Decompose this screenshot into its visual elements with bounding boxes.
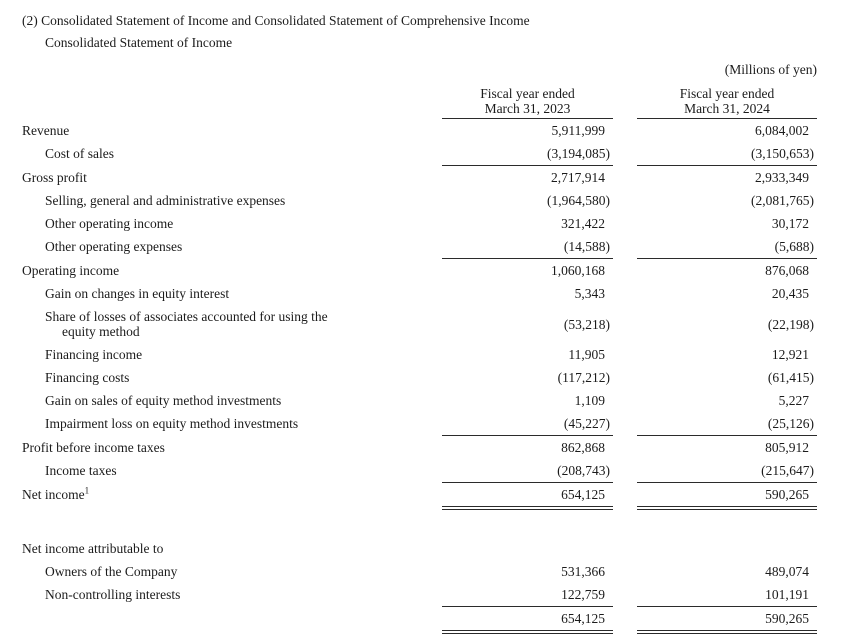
row-label: Cost of sales (45, 146, 114, 161)
income-table-rows (22, 119, 817, 634)
value-2023: 862,868 (561, 440, 605, 455)
table-row (22, 189, 817, 212)
value-2024: 489,074 (765, 564, 809, 579)
row-label: Financing income (45, 347, 143, 362)
value-2024 (637, 537, 817, 560)
value-2023: 2,717,914 (551, 170, 605, 185)
row-label: Operating income (22, 263, 120, 278)
value-2024: 101,191 (637, 583, 817, 607)
value-2023: 1,109 (574, 393, 605, 408)
value-2024: 2,933,349 (755, 170, 809, 185)
page-subtitle: Consolidated Statement of Income (45, 35, 233, 50)
table-row (22, 235, 817, 259)
column-gap (613, 259, 637, 282)
row-label: Revenue (22, 123, 70, 138)
value-2024: 590,265 (637, 607, 817, 634)
table-row (22, 282, 817, 305)
value-2024: (61,415) (767, 370, 814, 385)
table-row (22, 560, 817, 583)
column-gap (613, 483, 637, 510)
value-2023: (208,743) (442, 459, 613, 483)
value-2023: 654,125 (442, 607, 613, 634)
row-label: Financing costs (45, 370, 130, 385)
table-row (22, 166, 817, 189)
row-label: Gross profit (22, 170, 87, 185)
row-label: Owners of the Company (45, 564, 178, 579)
row-label: Income taxes (45, 463, 117, 478)
column-gap (613, 235, 637, 259)
value-2023: (3,194,085) (442, 142, 613, 166)
table-row (22, 343, 817, 366)
table-row (22, 459, 817, 483)
fy2024-header-line1: Fiscal year ended (679, 86, 775, 101)
column-header-fy2023 (442, 84, 613, 119)
column-gap (613, 189, 637, 212)
row-label: Other operating income (45, 216, 174, 231)
column-gap (613, 436, 637, 459)
value-2024: (3,150,653) (637, 142, 817, 166)
fy2023-header-line1: Fiscal year ended (480, 86, 575, 101)
column-gap (613, 607, 637, 634)
value-2023: 5,911,999 (551, 123, 605, 138)
fy2024-header-line2: March 31, 2024 (684, 101, 770, 116)
fy2023-header-line2: March 31, 2023 (484, 101, 571, 116)
units-note: (Millions of yen) (724, 62, 817, 77)
value-2023: 321,422 (561, 216, 605, 231)
value-2023: (14,588) (442, 235, 613, 259)
column-gap (613, 84, 637, 119)
column-gap (613, 583, 637, 607)
column-header-fy2024 (637, 84, 817, 119)
row-label (22, 607, 442, 634)
value-2024: (215,647) (637, 459, 817, 483)
column-gap (613, 389, 637, 412)
value-2024: (22,198) (767, 316, 814, 332)
header-label-spacer (22, 84, 442, 119)
value-2023: 654,125 (442, 483, 613, 510)
table-row (22, 212, 817, 235)
column-gap (613, 142, 637, 166)
value-2024: 5,227 (778, 393, 809, 408)
row-label: Selling, general and administrative expenses (45, 193, 286, 208)
value-2023 (442, 537, 613, 560)
column-gap (613, 166, 637, 189)
value-2023: 11,905 (568, 347, 605, 362)
footnote-marker: 1 (84, 485, 90, 496)
income-statement-table (22, 84, 817, 634)
table-row (22, 483, 817, 510)
value-2024: 876,068 (765, 263, 809, 278)
value-2024: 30,172 (771, 216, 809, 231)
column-gap (613, 212, 637, 235)
value-2024: (25,126) (637, 412, 817, 436)
row-label: Net income attributable to (22, 541, 164, 556)
column-gap (613, 343, 637, 366)
column-gap (613, 459, 637, 483)
spacer-row (22, 510, 817, 537)
row-label: Non-controlling interests (45, 587, 181, 602)
column-gap (613, 412, 637, 436)
value-2024: 6,084,002 (755, 123, 809, 138)
table-row (22, 119, 817, 142)
table-row (22, 305, 817, 343)
column-gap (613, 366, 637, 389)
value-2023: (117,212) (557, 370, 610, 385)
row-label: Share of losses of associates accounted for using the equity method (45, 309, 328, 339)
table-row (22, 412, 817, 436)
column-gap (613, 119, 637, 142)
table-row (22, 537, 817, 560)
value-2024: (5,688) (637, 235, 817, 259)
page-title: (2) Consolidated Statement of Income and Consolidated Statement of Comprehensive Income (22, 13, 530, 28)
value-2023: (1,964,580) (547, 193, 610, 208)
value-2023: 531,366 (561, 564, 605, 579)
table-header-row (22, 84, 817, 119)
row-label: Gain on changes in equity interest (45, 286, 230, 301)
value-2023: 122,759 (442, 583, 613, 607)
row-label: Other operating expenses (45, 239, 183, 254)
row-label: Gain on sales of equity method investments (45, 393, 282, 408)
value-2023: 1,060,168 (551, 263, 605, 278)
value-2024: 20,435 (771, 286, 809, 301)
row-label: Net income$^1$ (22, 485, 90, 502)
column-gap (613, 282, 637, 305)
table-row (22, 583, 817, 607)
table-row (22, 366, 817, 389)
value-2023: (45,227) (442, 412, 613, 436)
table-row (22, 436, 817, 459)
value-2024: (2,081,765) (751, 193, 814, 208)
column-gap (613, 305, 637, 343)
row-label: Impairment loss on equity method investments (45, 416, 299, 431)
value-2024: 805,912 (765, 440, 809, 455)
table-row (22, 607, 817, 634)
row-label: Profit before income taxes (22, 440, 165, 455)
table-row (22, 389, 817, 412)
value-2023: 5,343 (574, 286, 605, 301)
value-2023: (53,218) (563, 316, 610, 332)
column-gap (613, 560, 637, 583)
table-row (22, 142, 817, 166)
value-2024: 12,921 (771, 347, 809, 362)
value-2024: 590,265 (637, 483, 817, 510)
column-gap (613, 537, 637, 560)
table-row (22, 259, 817, 282)
